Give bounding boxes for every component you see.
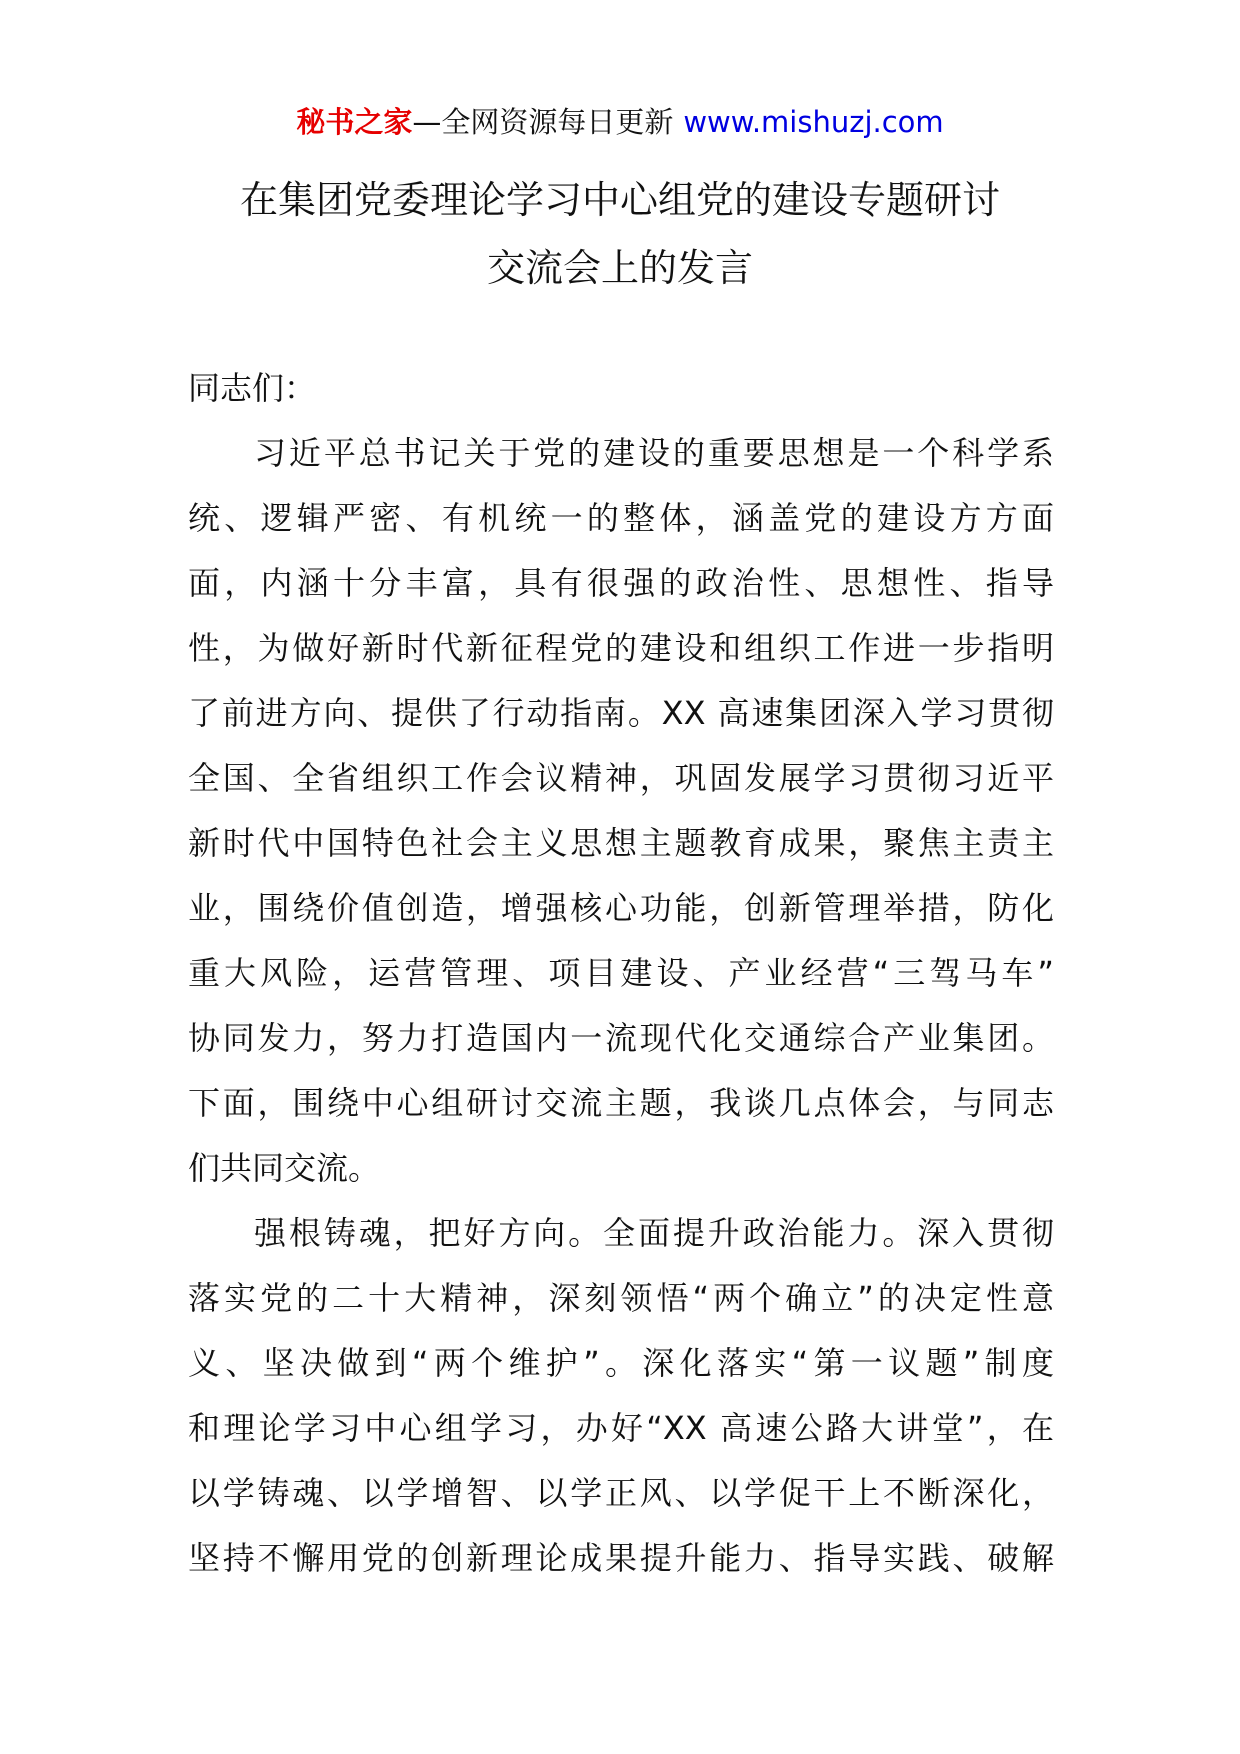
site-name: 秘书之家 <box>296 105 413 139</box>
paragraph-line: 性，为做好新时代新征程党的建设和组织工作进一步指明 <box>188 629 1054 667</box>
paragraph-1 <box>188 421 1054 1201</box>
title-line-1: 在集团党委理论学习中心组党的建设专题研讨 <box>239 178 1000 222</box>
paragraph-2 <box>188 1201 1054 1591</box>
paragraph-line: 全国、全省组织工作会议精神，巩固发展学习贯彻习近平 <box>188 759 1054 797</box>
site-tagline: —全网资源每日更新 <box>412 105 674 139</box>
paragraph-line: 以学铸魂、以学增智、以学正风、以学促干上不断深化， <box>188 1474 1054 1512</box>
paragraph-line: 义、坚决做到“两个维护”。深化落实“第一议题”制度 <box>188 1344 1054 1382</box>
site-url-link[interactable]: www.mishuzj.com <box>683 105 944 139</box>
paragraph-line: 重大风险，运营管理、项目建设、产业经营“三驾马车” <box>188 954 1054 992</box>
paragraph-line: 协同发力，努力打造国内一流现代化交通综合产业集团。 <box>188 1019 1054 1057</box>
site-header <box>0 102 1240 142</box>
paragraph-line: 了前进方向、提供了行动指南。XX 高速集团深入学习贯彻 <box>188 694 1054 732</box>
paragraph-line: 落实党的二十大精神，深刻领悟“两个确立”的决定性意 <box>188 1279 1054 1317</box>
paragraph-line: 统、逻辑严密、有机统一的整体，涵盖党的建设方方面 <box>188 499 1054 537</box>
paragraph-line: 面，内涵十分丰富，具有很强的政治性、思想性、指导 <box>188 564 1054 602</box>
paragraph-line: 和理论学习中心组学习，办好“XX 高速公路大讲堂”，在 <box>188 1409 1054 1447</box>
paragraph-line: 坚持不懈用党的创新理论成果提升能力、指导实践、破解 <box>188 1539 1054 1577</box>
title-line-2: 交流会上的发言 <box>486 246 753 290</box>
paragraph-line: 强根铸魂，把好方向。全面提升政治能力。深入贯彻 <box>254 1214 1054 1252</box>
paragraph-line: 下面，围绕中心组研讨交流主题，我谈几点体会，与同志 <box>188 1084 1054 1122</box>
paragraph-line: 新时代中国特色社会主义思想主题教育成果，聚焦主责主 <box>188 824 1054 862</box>
salutation: 同志们： <box>188 369 317 407</box>
paragraph-line: 习近平总书记关于党的建设的重要思想是一个科学系 <box>254 434 1054 472</box>
paragraph-line: 们共同交流。 <box>188 1149 381 1187</box>
document-title <box>0 166 1240 302</box>
paragraph-line: 业，围绕价值创造，增强核心功能，创新管理举措，防化 <box>188 889 1054 927</box>
document-body <box>188 356 1054 1591</box>
